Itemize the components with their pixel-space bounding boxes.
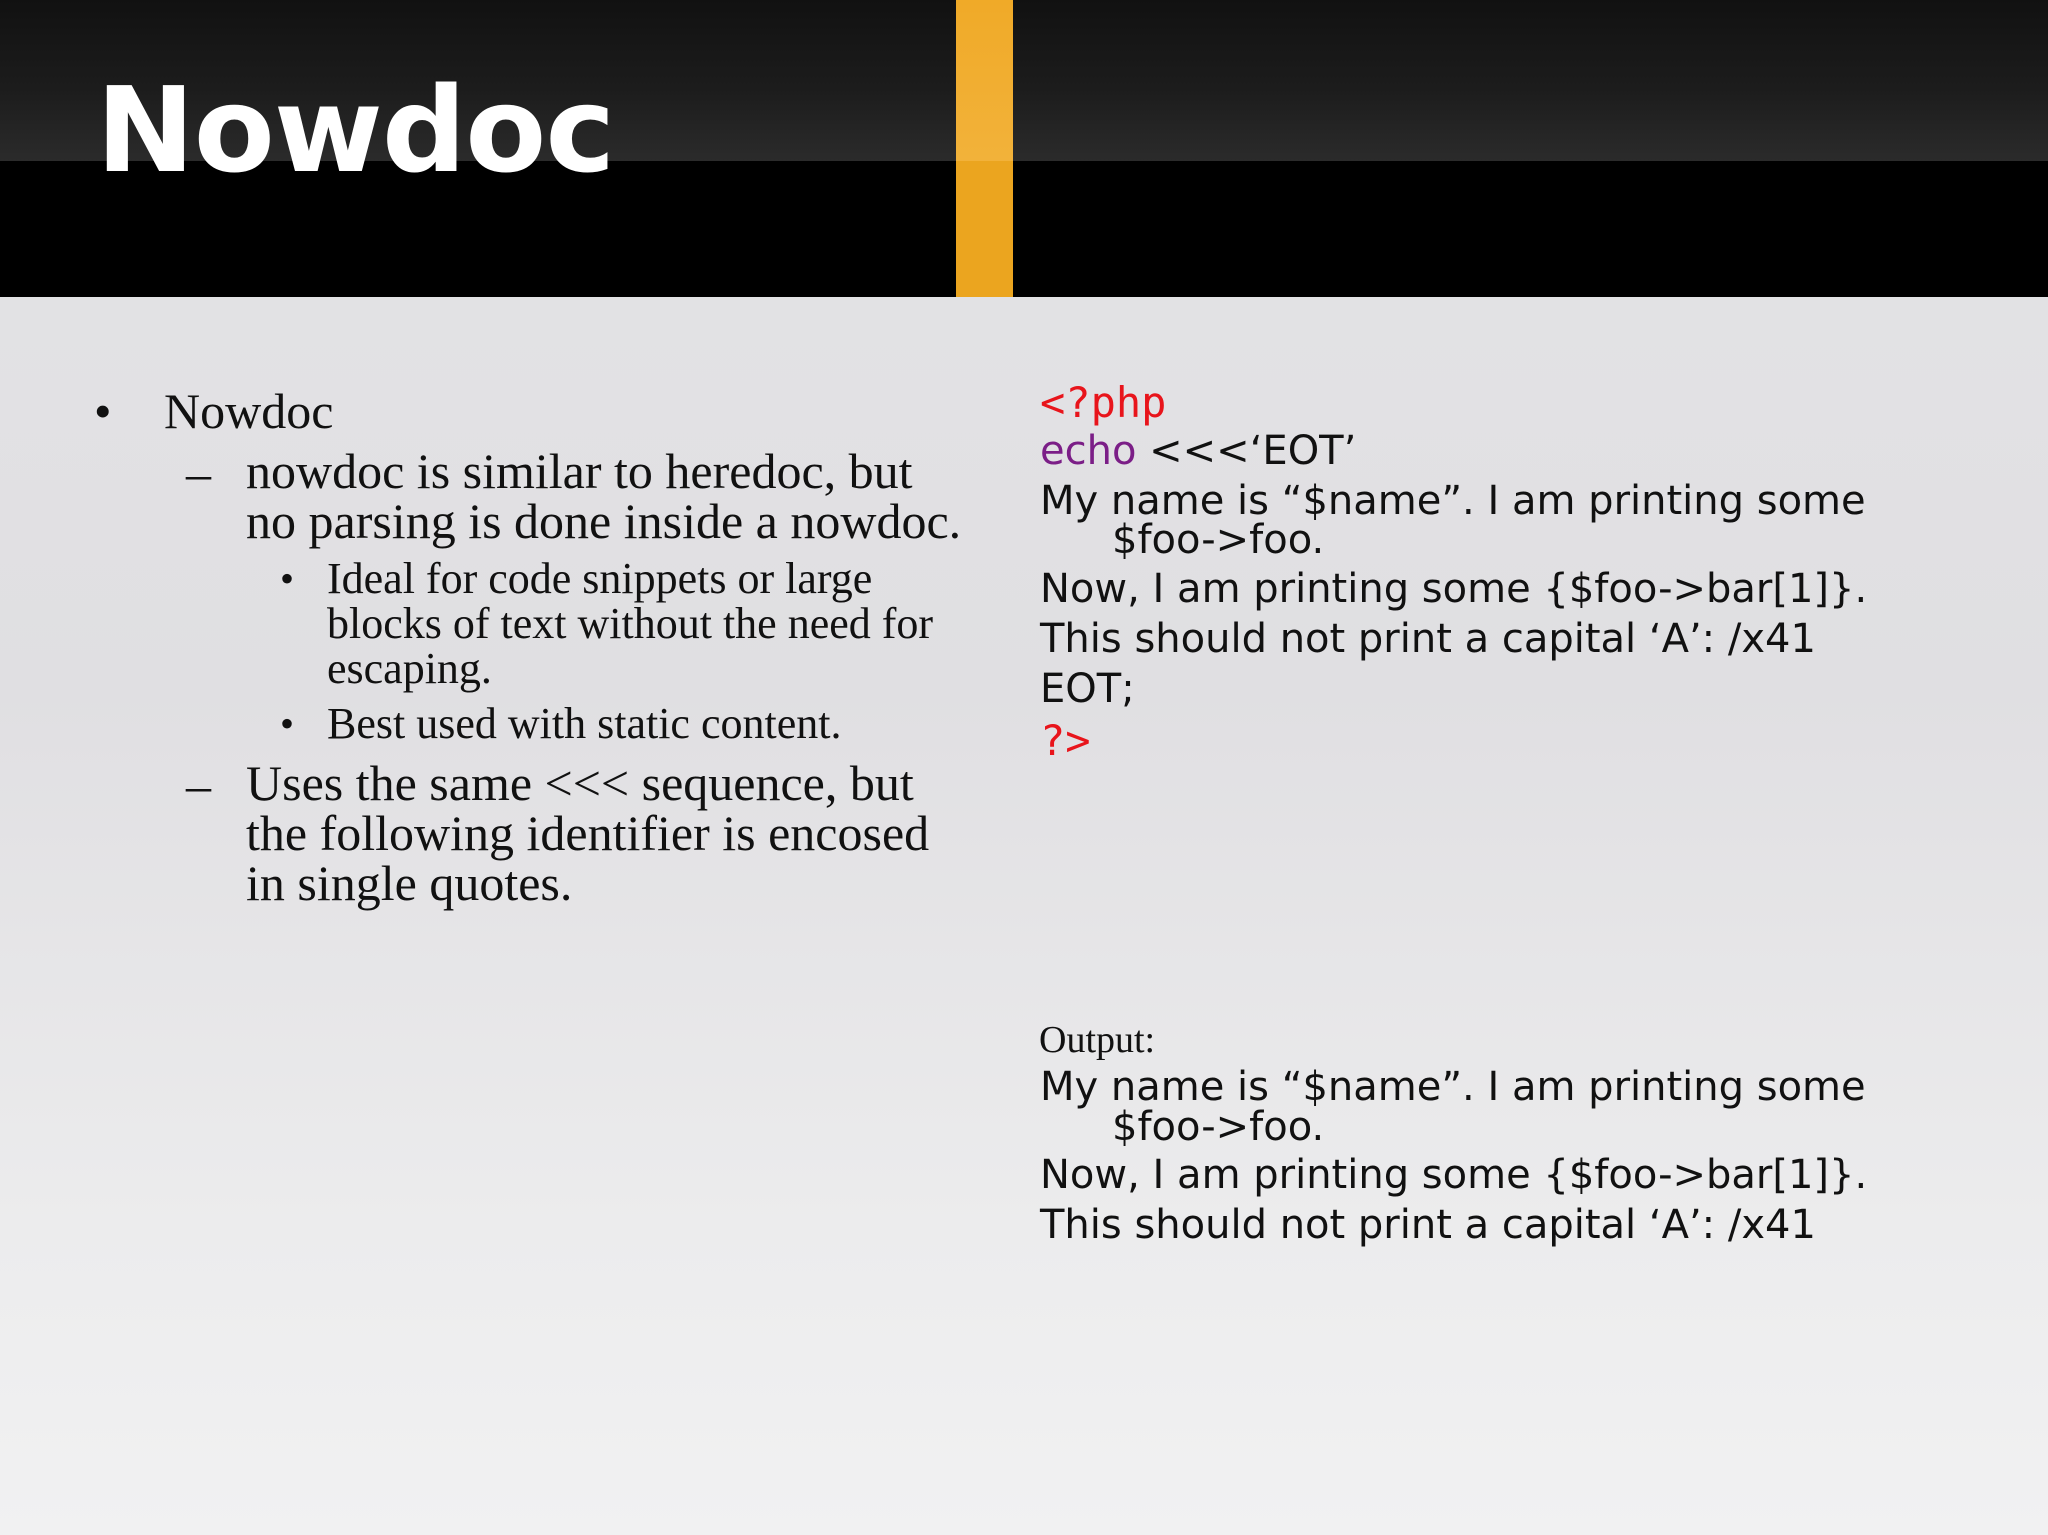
slide-title: Nowdoc (96, 61, 615, 199)
php-open-tag: <?php (1040, 378, 1167, 427)
bullet-level3-text: Best used with static content. (327, 699, 842, 748)
bullet-level1-text: Nowdoc (164, 383, 334, 439)
bullet-level3-text: Ideal for code snippets or large blocks of text without the need for escaping. (327, 554, 934, 693)
bullet-marker-small: • (280, 556, 295, 601)
code-line: $foo->foo. (1112, 517, 1325, 563)
code-line (1040, 428, 1356, 474)
nowdoc-opener: <<<‘EOT’ (1136, 428, 1357, 474)
bullet-marker: • (94, 383, 112, 439)
output-line: My name is “$name”. I am printing some (1040, 1064, 1866, 1110)
dash-marker: – (186, 445, 211, 501)
bullet-level2-text: nowdoc is similar to heredoc, but no parsing is done inside a nowdoc. (246, 443, 962, 549)
bullet-level2-text: Uses the same <<< sequence, but the following identifier is encosed in single quotes. (246, 755, 930, 911)
output-line: $foo->foo. (1112, 1104, 1325, 1150)
echo-keyword: echo (1040, 428, 1137, 474)
dash-marker: – (186, 757, 211, 813)
code-line: EOT; (1040, 666, 1135, 712)
code-line: Now, I am printing some {$foo->bar[1]}. (1040, 566, 1868, 612)
output-line: Now, I am printing some {$foo->bar[1]}. (1040, 1152, 1868, 1198)
output-label: Output: (1039, 1019, 1156, 1061)
php-close-tag: ?> (1040, 716, 1091, 765)
output-line: This should not print a capital ‘A’: /x41 (1040, 1202, 1816, 1248)
code-line (1040, 378, 1166, 427)
code-line (1040, 716, 1091, 765)
bullet-marker-small: • (280, 701, 295, 746)
code-line: My name is “$name”. I am printing some (1040, 478, 1866, 524)
code-line: This should not print a capital ‘A’: /x41 (1040, 616, 1816, 662)
bullet-list (0, 0, 1000, 1000)
